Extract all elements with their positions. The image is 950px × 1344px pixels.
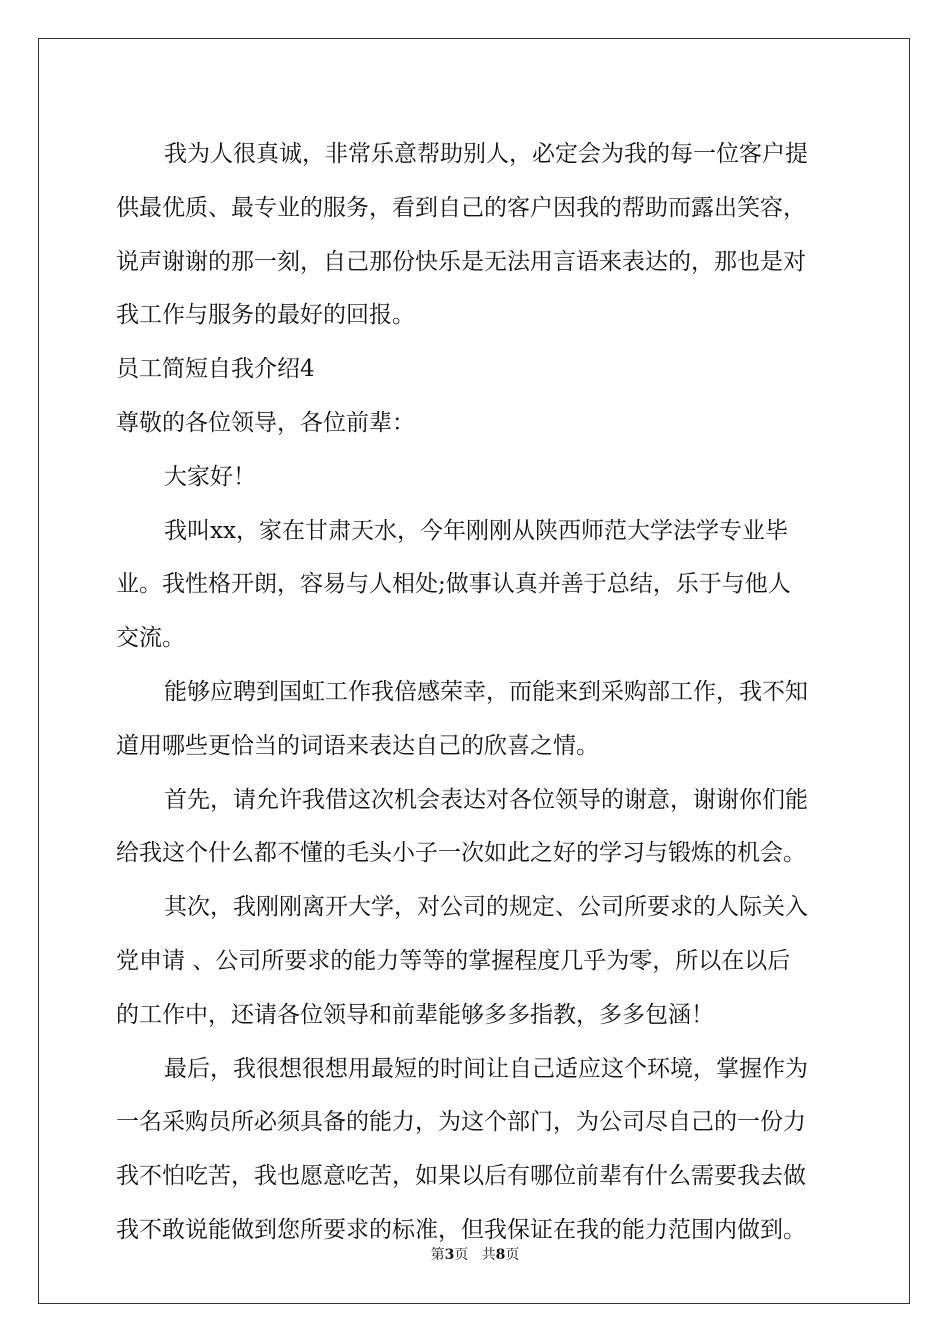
text-line: 能够应聘到国虹工作我倍感荣幸，而能来到采购部工作，我不知 [164, 678, 808, 705]
total-suffix: 页 [505, 1247, 520, 1263]
text-line: 首先，请允许我借这次机会表达对各位领导的谢意，谢谢你们能 [164, 786, 808, 813]
text-line: 其次，我刚刚离开大学，对公司的规定、公司所要求的人际关入 [164, 894, 808, 921]
text-line: 一名采购员所必须具备的能力，为这个部门，为公司尽自己的一份力 [116, 1109, 806, 1136]
total-pages: 8 [495, 1247, 506, 1263]
text-line: 的工作中，还请各位领导和前辈能够多多指教，多多包涵！ [116, 1001, 714, 1028]
text-line: 最后，我很想很想用最短的时间让自己适应这个环境，掌握作为 [164, 1055, 808, 1082]
text-line: 说声谢谢的那一刻，自己那份快乐是无法用言语来表达的，那也是对 [116, 248, 806, 275]
text-line: 道用哪些更恰当的词语来表达自己的欣喜之情。 [116, 732, 599, 759]
text-line: 我不怕吃苦，我也愿意吃苦，如果以后有哪位前辈有什么需要我去做 [116, 1163, 806, 1190]
salutation: 尊敬的各位领导，各位前辈： [116, 409, 415, 436]
text-line: 我工作与服务的最好的回报。 [116, 302, 415, 329]
section-heading: 员工简短自我介绍4 [116, 356, 315, 383]
text-line: 交流。 [116, 625, 185, 652]
text-line: 党申请 、公司所要求的能力等等的掌握程度几乎为零，所以在以后 [116, 947, 791, 974]
text-line: 我为人很真诚，非常乐意帮助别人，必定会为我的每一位客户提 [164, 141, 808, 167]
page-number: 3 [444, 1247, 455, 1263]
text-line: 业。我性格开朗，容易与人相处;做事认真并善于总结，乐于与他人 [116, 571, 791, 598]
page-footer [0, 1245, 950, 1265]
greeting: 大家好！ [164, 463, 256, 490]
text-line: 供最优质、最专业的服务，看到自己的客户因我的帮助而露出笑容， [116, 194, 806, 221]
page-suffix: 页 [454, 1247, 469, 1263]
text-line: 给我这个什么都不懂的毛头小子一次如此之好的学习与锻炼的机会。 [116, 840, 806, 867]
text-line: 我不敢说能做到您所要求的标准，但我保证在我的能力范围内做到。 [116, 1216, 806, 1243]
page-prefix: 第 [430, 1247, 445, 1263]
document-body [116, 128, 836, 1258]
text-line: 我叫xx，家在甘肃天水，今年刚刚从陕西师范大学法学专业毕 [164, 517, 788, 544]
total-prefix: 共 [481, 1247, 496, 1263]
